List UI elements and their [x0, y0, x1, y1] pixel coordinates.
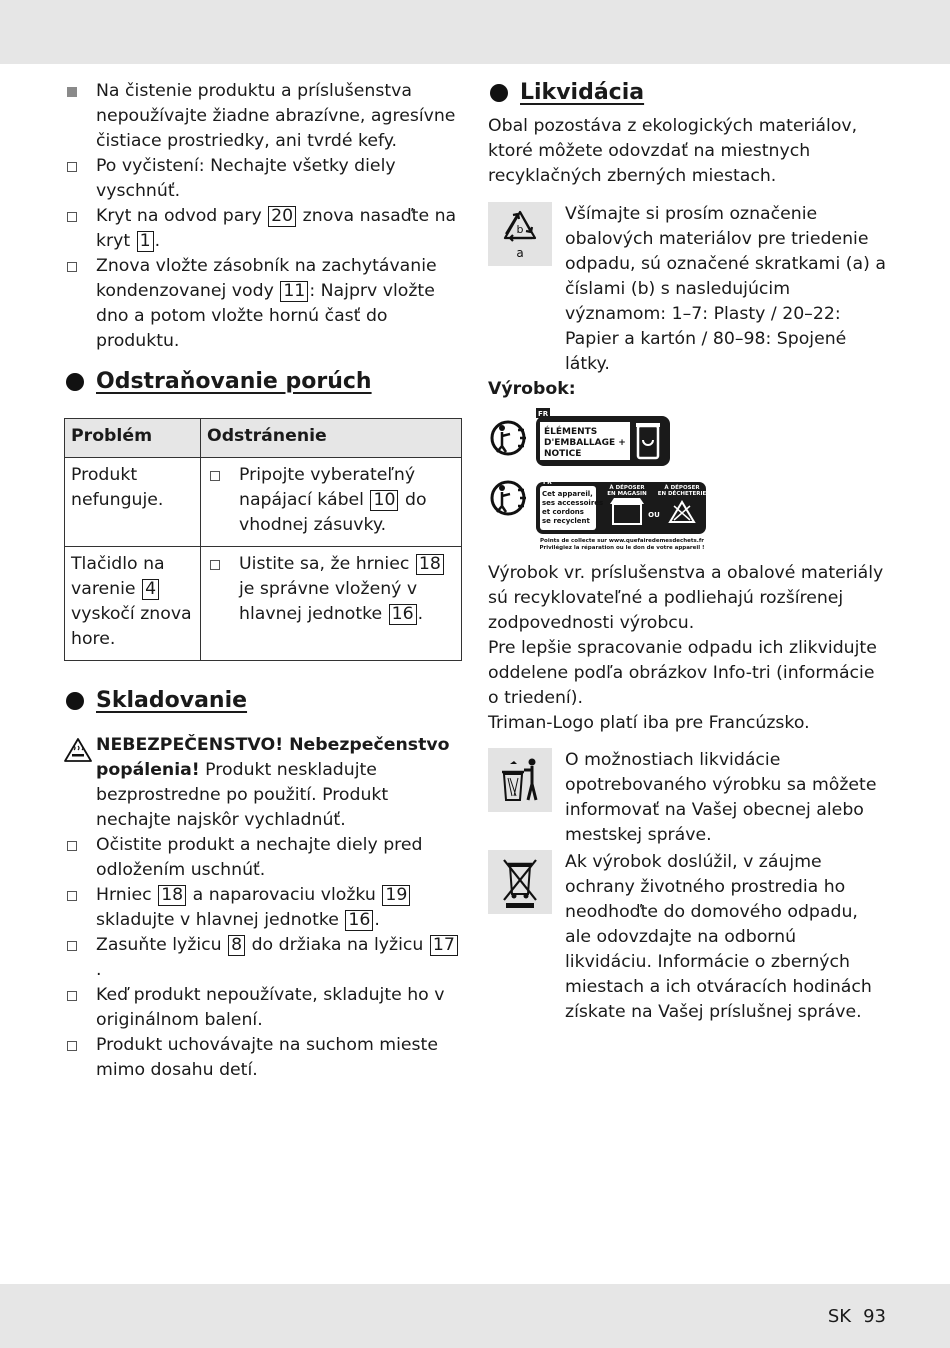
cell-text: Pripojte vyberateľný napájací kábel: [239, 465, 416, 510]
part-number: 16: [345, 910, 373, 931]
bullet-dot-icon: [490, 84, 508, 102]
fr-label: FR: [538, 410, 549, 418]
hot-surface-warning-icon: [64, 738, 92, 762]
logo-footer-text: Privilégiez la réparation ou le don de votre appareil !: [539, 545, 705, 551]
crossed-out-bin-icon: [488, 850, 552, 914]
part-number: 16: [389, 604, 417, 625]
cell-text: Uistite sa, že hrniec: [239, 554, 415, 574]
filled-bullet-icon: [67, 87, 77, 97]
cell-text: do vhodnej zásuvky.: [239, 490, 427, 535]
warning-text: Produkt neskladujte bezprostredne po použití. Produkt nechajte najskôr vychladnúť.: [96, 760, 389, 830]
paragraph: O možnostiach likvidácie opotrebovaného výrobku sa môžete informovať na Vašej obecnej alebo mestskej správe.: [565, 750, 877, 845]
list-item: [64, 254, 462, 354]
logo-text: OU: [648, 511, 660, 519]
logo-text: Cet appareil,: [542, 490, 593, 498]
part-number: 10: [370, 490, 398, 511]
table-row: [65, 547, 462, 661]
part-number: 8: [228, 935, 245, 956]
list-item-text: Hrniec: [96, 885, 158, 905]
page-number: 93: [863, 1306, 886, 1327]
right-column: [488, 79, 886, 1025]
logo-text: se recyclent: [542, 517, 590, 525]
logo-text: EN MAGASIN: [607, 491, 647, 497]
trash-bin-person-icon: [488, 748, 552, 812]
list-item-text: Keď produkt nepoužívate, skladujte ho v originálnom balení.: [96, 985, 445, 1030]
list-item-text: Kryt na odvod pary: [96, 206, 268, 226]
list-item-text: skladujte v hlavnej jednotke: [96, 910, 345, 930]
logo-text: EN DÉCHETERIE: [657, 491, 707, 497]
part-number: 1: [137, 231, 154, 252]
logo-text: NOTICE: [544, 449, 582, 459]
triman-icon: [492, 482, 526, 514]
list-item: [64, 933, 462, 983]
recycling-symbol-icon: [488, 202, 552, 266]
language-code: SK: [827, 1306, 852, 1327]
cell-text: vyskočí znova hore.: [71, 604, 192, 649]
list-item-text: : Najprv vložte dno a potom vložte hornú časť do produktu.: [96, 281, 435, 351]
checkbox-bullet-icon: [67, 262, 77, 272]
cell-text: Tlačidlo na varenie: [71, 554, 165, 599]
recycling-info-block: [488, 202, 886, 377]
paragraph: Pre lepšie spracovanie odpadu ich zlikvidujte oddelene podľa obrázkov Info-tri (informácie o triedení).: [488, 638, 877, 708]
checkbox-bullet-icon: [67, 1041, 77, 1051]
left-column: [64, 79, 462, 1083]
column-header-problem: Problém: [65, 419, 201, 458]
problem-cell: Produkt nefunguje.: [65, 458, 201, 547]
cell-text: je správne vložený v hlavnej jednotke: [239, 579, 418, 624]
part-number: 20: [268, 206, 296, 227]
part-number: 18: [158, 885, 186, 906]
fr-label: FR: [543, 479, 552, 486]
cell-text: .: [417, 604, 424, 624]
table-row: [65, 458, 462, 547]
paragraph: Výrobok vr. príslušenstva a obalové materiály sú recyklovateľné a podliehajú rozšírenej zodpovednosti výrobcu.: [488, 563, 884, 633]
list-item-text: do držiaka na lyžicu: [246, 935, 429, 955]
list-item-text: znova nasaďte na kryt: [96, 206, 457, 251]
checkbox-bullet-icon: [67, 212, 77, 222]
list-item: [207, 552, 455, 627]
section-title: Odstraňovanie porúch: [96, 369, 372, 394]
bullet-dot-icon: [66, 692, 84, 710]
list-item-text: .: [374, 910, 380, 930]
disposal-info-block: [488, 748, 886, 848]
danger-warning: [64, 733, 462, 833]
section-heading-disposal: [488, 79, 886, 107]
troubleshooting-table: [64, 418, 462, 661]
list-item-text: a naparovaciu vložku: [187, 885, 382, 905]
section-heading-troubleshooting: [64, 368, 462, 396]
list-item: [64, 154, 462, 204]
checkbox-bullet-icon: [67, 162, 77, 172]
list-item: [64, 833, 462, 883]
triman-icon: [492, 422, 526, 454]
list-item: [64, 79, 462, 154]
list-item: [207, 463, 455, 538]
recycle-code-b: b: [516, 223, 524, 236]
bullet-dot-icon: [66, 373, 84, 391]
checkbox-bullet-icon: [67, 991, 77, 1001]
logo-text: À DÉPOSER: [609, 485, 645, 491]
logo-footer-text: Points de collecte sur www.quefairedemesdechets.fr: [540, 538, 704, 544]
list-item-text: .: [154, 231, 161, 251]
triman-appliance-logo: [488, 476, 886, 554]
list-item-text: Produkt uchovávajte na suchom mieste mimo dosahu detí.: [96, 1035, 438, 1080]
product-label: Výrobok:: [488, 379, 576, 399]
part-number: 18: [416, 554, 444, 575]
list-item-text: Zasuňte lyžicu: [96, 935, 228, 955]
footer-bar: [0, 1284, 950, 1348]
checkbox-bullet-icon: [210, 471, 220, 481]
list-item-text: Očistite produkt a nechajte diely pred odložením uschnúť.: [96, 835, 423, 880]
section-title: Likvidácia: [520, 80, 645, 105]
list-item: [64, 1033, 462, 1083]
checkbox-bullet-icon: [67, 841, 77, 851]
logo-text: ses accessoires: [542, 499, 604, 507]
part-number: 19: [382, 885, 410, 906]
warning-bold-text: NEBEZPEČENSTVO! Nebezpečenstvo popálenia!: [96, 735, 450, 780]
logo-text: À DÉPOSER: [664, 485, 700, 491]
checkbox-bullet-icon: [67, 941, 77, 951]
list-item-text: Po vyčistení: Nechajte všetky diely vyschnúť.: [96, 156, 396, 201]
table-header-row: [65, 419, 462, 458]
checkbox-bullet-icon: [210, 560, 220, 570]
part-number: 11: [280, 281, 308, 302]
paragraph: Ak výrobok doslúžil, v záujme ochrany životného prostredia ho neodhoďte do domového odpadu, ale odovzdajte na odbornú likvidáciu. Informácie o zberných miestach a ich otváracích hodinách získate na Vašej príslušnej správe.: [565, 852, 872, 1022]
paragraph: Všímajte si prosím označenie obalových materiálov pre triedenie odpadu, sú označené skratkami (a) a číslami (b) s nasledujúcim významom: 1–7: Plasty / 20–22: Papier a kartón / 80–98: Spojené látky.: [565, 204, 886, 374]
logo-text: D'EMBALLAGE +: [544, 438, 626, 448]
paragraph: Obal pozostáva z ekologických materiálov, ktoré môžete odovzdať na miestnych recyklačných zberných miestach.: [488, 116, 858, 186]
logo-text: et cordons: [542, 508, 584, 516]
weee-info-block: [488, 850, 886, 1025]
part-number: 4: [142, 579, 159, 600]
paragraph: Triman-Logo platí iba pre Francúzsko.: [488, 713, 810, 733]
column-header-solution: Odstránenie: [201, 419, 462, 458]
checkbox-bullet-icon: [67, 891, 77, 901]
header-bar: [0, 0, 950, 64]
solution-cell: [201, 458, 462, 547]
recycle-code-a: a: [516, 246, 524, 260]
problem-cell: [65, 547, 201, 661]
list-item: [64, 983, 462, 1033]
list-item-text: .: [96, 960, 102, 980]
triman-packaging-logo: [488, 408, 886, 468]
section-title: Skladovanie: [96, 688, 248, 713]
solution-cell: [201, 547, 462, 661]
list-item-text: Na čistenie produktu a príslušenstva nepoužívajte žiadne abrazívne, agresívne čistiace prostriedky, ani tvrdé kefy.: [96, 81, 456, 151]
page-footer: [828, 1304, 886, 1329]
list-item: [64, 883, 462, 933]
section-heading-storage: [64, 687, 462, 715]
logo-text: ÉLÉMENTS: [544, 427, 598, 437]
list-item-text: Znova vložte zásobník na zachytávanie kondenzovanej vody: [96, 256, 437, 301]
list-item: [64, 204, 462, 254]
part-number: 17: [430, 935, 458, 956]
